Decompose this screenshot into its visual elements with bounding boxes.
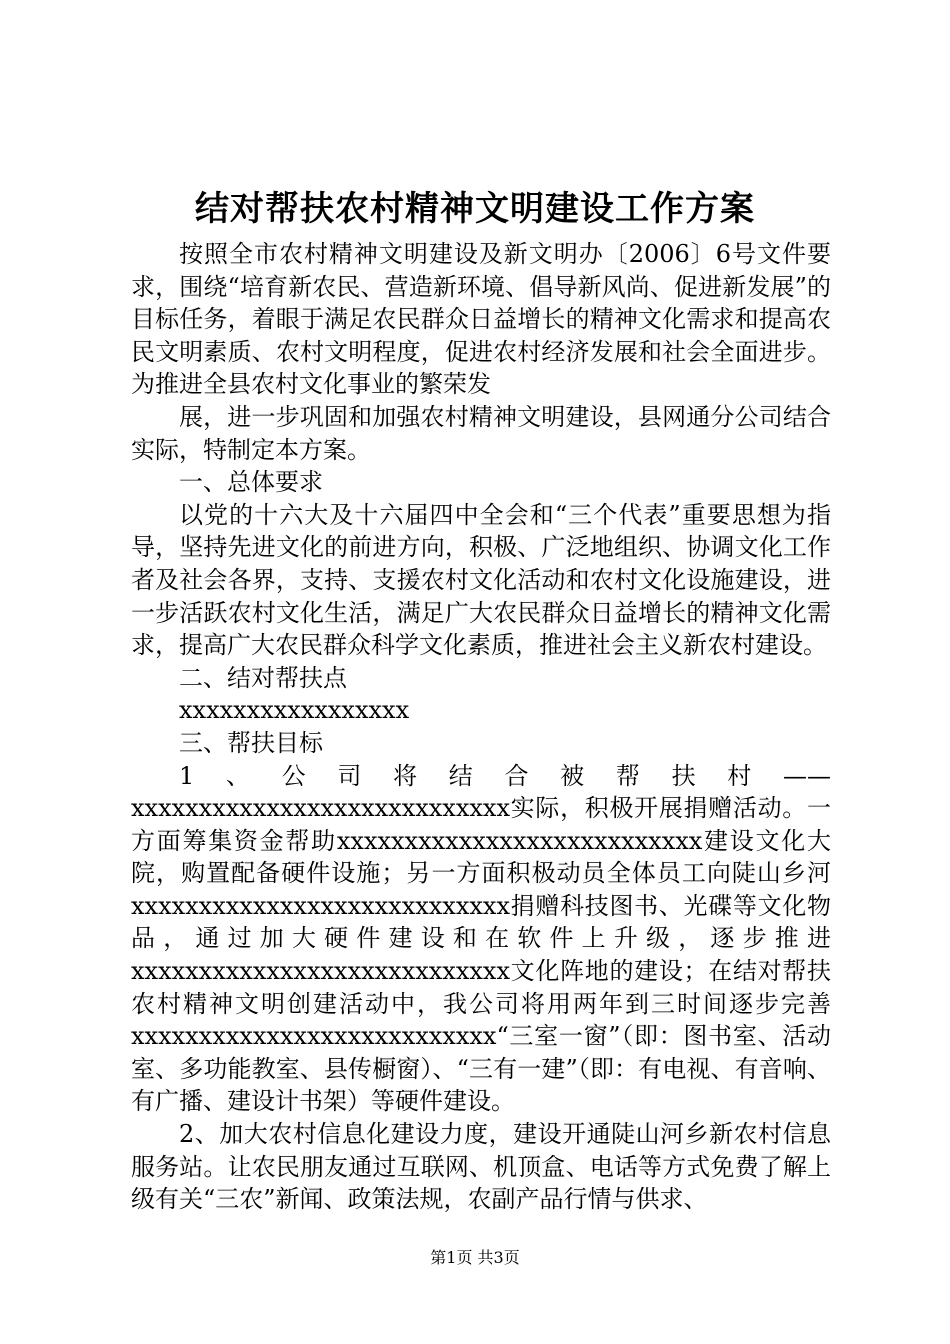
section-heading-1: 一、总体要求 [179,468,323,497]
page-footer: 第1页 共3页 [430,1248,520,1267]
document-body [131,238,831,1216]
paragraph-intro-cont: 展，进一步巩固和加强农村精神文明建设，县网通分公司结合实际，特制定本方案。 [131,402,831,464]
paragraph-general-requirements: 以党的十六大及十六届四中全会和“三个代表”重要思想为指导，坚持先进文化的前进方向，积极、广泛地组织、协调文化工作者及社会各界，支持、支援农村文化活动和农村文化设施建设，进一步活跃农村文化生活，满足广大农民群众日益增长的精神文化需求，提高广大农民群众科学文化素质，推进社会主义新农村建设。 [131,500,831,660]
paragraph-pairing-point: xxxxxxxxxxxxxxxxx [179,696,410,725]
section-heading-3: 三、帮扶目标 [179,728,323,757]
paragraph-intro: 按照全市农村精神文明建设及新文明办〔2006〕6号文件要求，围绕“培育新农民、营造新环境、倡导新风尚、促进新发展”的目标任务，着眼于满足农民群众日益增长的精神文化需求和提高农民文明素质、农村文明程度，促进农村经济发展和社会全面进步。为推进全县农村文化事业的繁荣发 [131,240,831,399]
document-title: 结对帮扶农村精神文明建设工作方案 [195,189,755,229]
paragraph-goal-2: 2、加大农村信息化建设力度，建设开通陡山河乡新农村信息服务站。让农民朋友通过互联网、机顶盒、电话等方式免费了解上级有关“三农”新闻、政策法规，农副产品行情与供求、 [131,1120,831,1214]
section-heading-2: 二、结对帮扶点 [179,663,347,692]
paragraph-goal-1: 1、公司将结合被帮扶村——xxxxxxxxxxxxxxxxxxxxxxxxxxxx实际，积极开展捐赠活动。一方面筹集资金帮助xxxxxxxxxxxxxxxxxxxxxxxxxxx建设文化大院，购置配备硬件设施；另一方面积极动员全体员工向陡山乡河xxxxxxxxxxxxxxxxxxxxxxxxxxxx捐赠科技图书、光碟等文化物品，通过加大硬件建设和在软件上升级，逐步推进xxxxxxxxxxxxxxxxxxxxxxxxxxxx文化阵地的建设；在结对帮扶农村精神文明创建活动中，我公司将用两年到三时间逐步完善xxxxxxxxxxxxxxxxxxxxxxxxxxx“三室一窗”（即：图书室、活动室、多功能教室、县传橱窗）、“三有一建”（即：有电视、有音响、有广播、建设计书架）等硬件建设。 [131,761,831,1116]
